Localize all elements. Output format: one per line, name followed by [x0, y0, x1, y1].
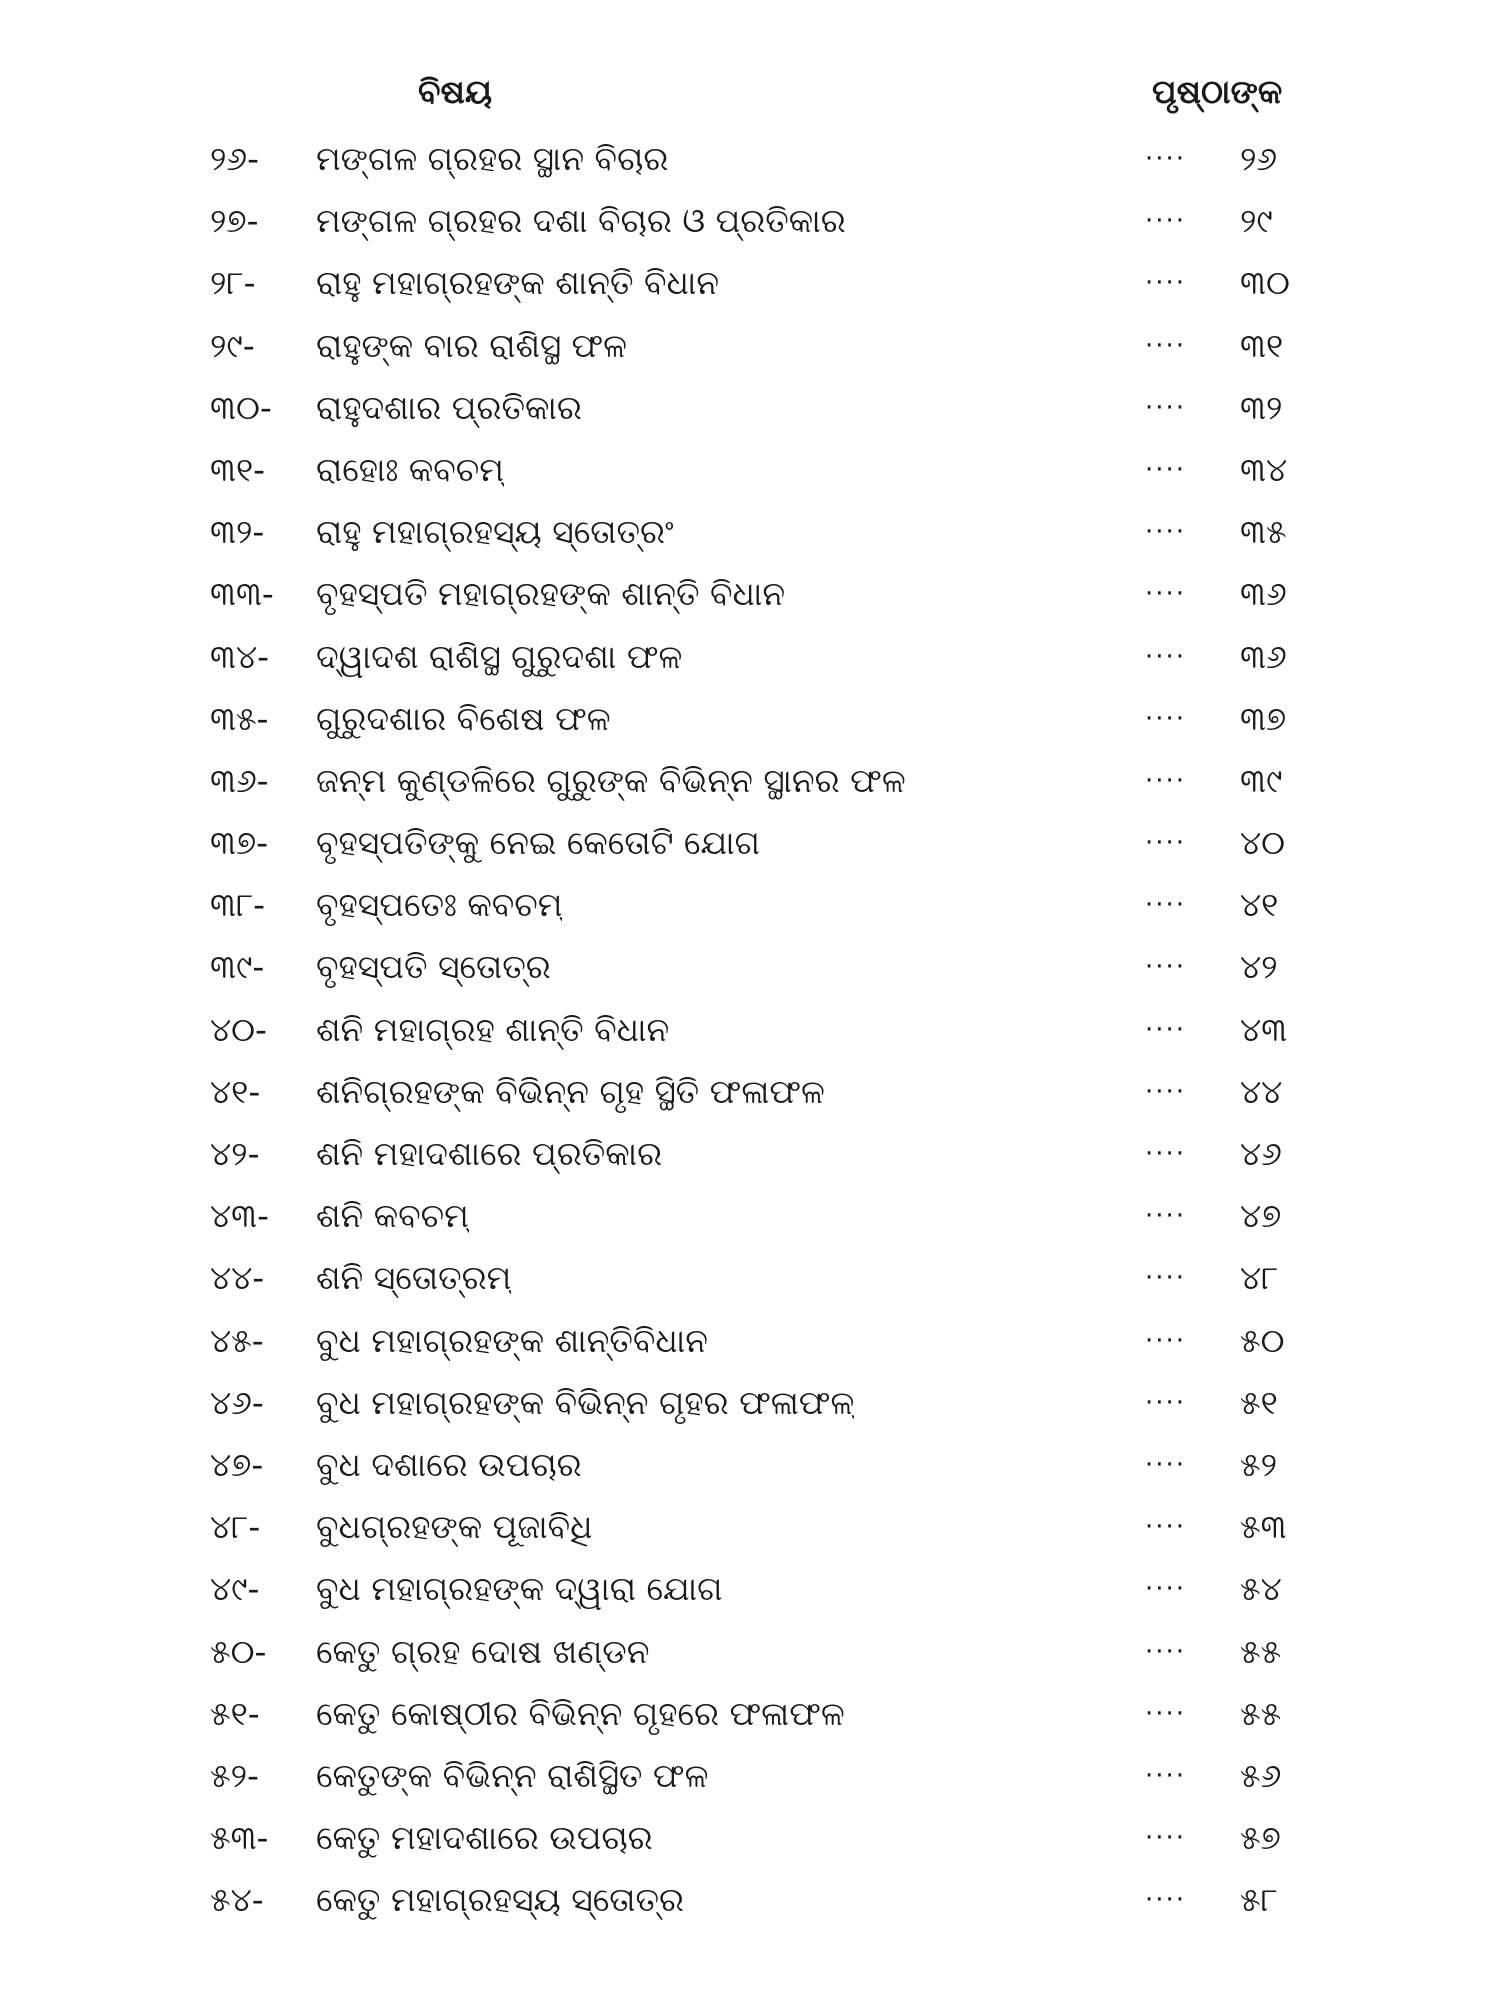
- entry-number: ୪୩-: [210, 1196, 269, 1236]
- entry-page-number: ୫୧: [1240, 1382, 1278, 1422]
- dot-leader: ····: [1145, 1823, 1187, 1854]
- entry-title: ରାହୁ ମହାଗ୍ରହସ୍ୟ ସ୍ତୋତ୍ରଂ: [316, 512, 674, 552]
- entry-number: ୫୩-: [210, 1818, 269, 1858]
- dot-leader: ····: [1145, 206, 1187, 237]
- entry-page-number: ୩୨: [1240, 387, 1283, 427]
- entry-number: ୪୯-: [210, 1569, 260, 1609]
- toc-entry: [0, 874, 1500, 936]
- entry-page-number: ୫୫: [1240, 1693, 1282, 1733]
- dot-leader: ····: [1145, 517, 1187, 548]
- toc-entry: [0, 1683, 1500, 1745]
- dot-leader: ····: [1145, 392, 1187, 423]
- entry-number: ୪୦-: [210, 1009, 267, 1049]
- entry-title: ମଙ୍ଗଳ ଗ୍ରହର ସ୍ଥାନ ବିଚାର: [316, 139, 669, 178]
- dot-leader: ····: [1145, 579, 1187, 610]
- entry-title: କେତୁ ମହାଗ୍ରହସ୍ୟ ସ୍ତୋତ୍ର: [316, 1880, 685, 1920]
- entry-number: ୩୯-: [210, 947, 265, 987]
- entry-title: କେତୁ ମହାଦଶାରେ ଉପଚାର: [316, 1818, 653, 1858]
- dot-leader: ····: [1145, 144, 1187, 174]
- entry-page-number: ୩୭: [1240, 698, 1287, 738]
- dot-leader: ····: [1145, 1885, 1187, 1916]
- dot-leader: ····: [1145, 828, 1187, 859]
- toc-entry: [0, 688, 1500, 750]
- entry-title: ଦ୍ୱାଦଶ ରାଶିସ୍ଥ ଗୁରୁଦଶା ଫଳ: [316, 636, 683, 676]
- entry-title: ଶନି ମହାଗ୍ରହ ଶାନ୍ତି ବିଧାନ: [316, 1009, 670, 1049]
- dot-leader: ····: [1145, 1325, 1187, 1356]
- subject-column-heading: ବିଷୟ: [418, 72, 493, 111]
- toc-entry: [0, 999, 1500, 1061]
- entry-number: ୩୭-: [210, 823, 269, 863]
- entry-page-number: ୫୫: [1240, 1631, 1282, 1671]
- entry-page-number: ୫୨: [1240, 1444, 1278, 1484]
- entry-number: ୫୧-: [210, 1693, 260, 1733]
- dot-leader: ····: [1145, 330, 1187, 361]
- entry-number: ୪୨-: [210, 1134, 260, 1173]
- dot-leader: ····: [1145, 1698, 1187, 1729]
- entry-page-number: ୩୯: [1240, 760, 1283, 800]
- entry-number: ୩୫-: [210, 698, 269, 738]
- entry-title: ବୁଧ ମହାଗ୍ରହଙ୍କ ଦ୍ୱାରା ଯୋଗ: [316, 1569, 723, 1609]
- entry-page-number: ୩୦: [1240, 263, 1290, 303]
- entry-title: ରାହୋଃ କବଚମ୍: [316, 449, 504, 489]
- toc-entry: [0, 750, 1500, 812]
- toc-entry: [0, 501, 1500, 563]
- dot-leader: ····: [1145, 1201, 1187, 1232]
- toc-entry: [0, 190, 1500, 252]
- entry-number: ୩୮-: [210, 885, 266, 925]
- dot-leader: ····: [1145, 1512, 1187, 1543]
- entry-title: ଶନି ମହାଦଶାରେ ପ୍ରତିକାର: [316, 1134, 663, 1173]
- entry-page-number: ୫୬: [1240, 1755, 1282, 1795]
- entry-title: କେତୁ ଗ୍ରହ ଦୋଷ ଖଣ୍ଡନ: [316, 1631, 650, 1671]
- entry-title: ଜନ୍ମ କୁଣ୍ଡଳିରେ ଗୁରୁଙ୍କ ବିଭିନ୍ନ ସ୍ଥାନର ଫଳ: [316, 760, 906, 800]
- toc-entry: [0, 252, 1500, 314]
- entry-number: ୪୧-: [210, 1071, 261, 1111]
- dot-leader: ····: [1145, 703, 1187, 734]
- entry-page-number: ୫୦: [1240, 1320, 1285, 1360]
- toc-entry: [0, 315, 1500, 377]
- entry-page-number: ୪୧: [1240, 885, 1279, 925]
- entry-page-number: ୪୮: [1240, 1258, 1279, 1298]
- dot-leader: ····: [1145, 1574, 1187, 1605]
- entry-number: ୪୪-: [210, 1258, 265, 1298]
- entry-page-number: ୪୦: [1240, 823, 1286, 863]
- entry-title: ବୃହସ୍ପତିଙ୍କୁ ନେଇ କେତୋଟି ଯୋଗ: [316, 823, 761, 863]
- toc-entry: [0, 439, 1500, 501]
- toc-entry: [0, 1061, 1500, 1123]
- entry-number: ୩୦-: [210, 387, 272, 427]
- entry-title: ବୁଧ ମହାଗ୍ରହଙ୍କ ବିଭିନ୍ନ ଗୃହର ଫଳାଫଳ୍: [316, 1382, 855, 1422]
- entry-page-number: ୪୬: [1240, 1134, 1282, 1173]
- entry-title: ବୁଧ ଦଶାରେ ଉପଚାର: [316, 1444, 582, 1484]
- entry-number: ୨୬-: [210, 139, 260, 178]
- entry-page-number: ୫୩: [1240, 1507, 1287, 1547]
- dot-leader: ····: [1145, 1387, 1187, 1418]
- toc-entry: [0, 128, 1500, 190]
- entry-page-number: ୩୪: [1240, 449, 1288, 489]
- entry-number: ୪୭-: [210, 1444, 264, 1484]
- toc-entry: [0, 1496, 1500, 1558]
- toc-entry: [0, 1123, 1500, 1185]
- dot-leader: ····: [1145, 1014, 1187, 1045]
- dot-leader: ····: [1145, 1636, 1187, 1667]
- toc-header: [0, 62, 1500, 122]
- toc-list: [0, 128, 1500, 1931]
- entry-title: କେତୁଙ୍କ ବିଭିନ୍ନ ରାଶିସ୍ଥିତ ଫଳ: [316, 1755, 709, 1795]
- toc-entry: [0, 1185, 1500, 1247]
- entry-page-number: ୫୮: [1240, 1880, 1278, 1920]
- toc-entry: [0, 377, 1500, 439]
- dot-leader: ····: [1145, 890, 1187, 921]
- entry-title: ଗୁରୁଦଶାର ବିଶେଷ ଫଳ: [316, 698, 611, 738]
- entry-number: ୫୦-: [210, 1631, 267, 1671]
- entry-number: ୨୭-: [210, 201, 259, 241]
- dot-leader: ····: [1145, 1760, 1187, 1791]
- toc-entry: [0, 1310, 1500, 1372]
- entry-title: ବୁଧଗ୍ରହଙ୍କ ପୂଜାବିଧି: [316, 1507, 593, 1547]
- entry-page-number: ୩୬: [1240, 574, 1287, 614]
- dot-leader: ····: [1145, 1449, 1187, 1480]
- dot-leader: ····: [1145, 765, 1187, 796]
- toc-entry: [0, 1434, 1500, 1496]
- toc-entry: [0, 812, 1500, 874]
- entry-title: ଶନିଗ୍ରହଙ୍କ ବିଭିନ୍ନ ଗୃହ ସ୍ଥିତି ଫଳାଫଳ: [316, 1071, 825, 1111]
- entry-title: ଶନି କବଚମ୍: [316, 1196, 469, 1236]
- toc-entry: [0, 563, 1500, 625]
- entry-number: ୩୧-: [210, 449, 266, 489]
- toc-entry: [0, 1869, 1500, 1931]
- entry-number: ୪୫-: [210, 1320, 264, 1360]
- entry-title: ରାହୁ ମହାଗ୍ରହଙ୍କ ଶାନ୍ତି ବିଧାନ: [316, 263, 720, 303]
- entry-title: କେତୁ କୋଷ୍ଠୀର ବିଭିନ୍ନ ଗୃହରେ ଫଳାଫଳ: [316, 1693, 845, 1733]
- entry-page-number: ୩୧: [1240, 325, 1284, 365]
- dot-leader: ····: [1145, 1139, 1187, 1169]
- entry-page-number: ୩୫: [1240, 512, 1287, 552]
- entry-number: ୩୪-: [210, 636, 269, 676]
- entry-title: ବୃହସ୍ପତି ସ୍ତୋତ୍ର: [316, 947, 551, 987]
- entry-page-number: ୪୨: [1240, 947, 1278, 987]
- entry-page-number: ୫୪: [1240, 1569, 1282, 1609]
- entry-page-number: ୪୭: [1240, 1196, 1282, 1236]
- dot-leader: ····: [1145, 952, 1187, 983]
- entry-number: ୫୪-: [210, 1880, 264, 1920]
- entry-title: ରାହୁଦଶାର ପ୍ରତିକାର: [316, 387, 582, 427]
- entry-page-number: ୪୩: [1240, 1009, 1288, 1049]
- entry-title: ଶନି ସ୍ତୋତ୍ରମ୍: [316, 1258, 512, 1298]
- page-column-heading: ପୃଷ୍ଠାଙ୍କ: [1152, 72, 1283, 111]
- entry-number: ୪୬-: [210, 1382, 264, 1422]
- toc-entry: [0, 1247, 1500, 1309]
- dot-leader: ····: [1145, 268, 1187, 299]
- entry-number: ୪୮-: [210, 1507, 261, 1547]
- dot-leader: ····: [1145, 454, 1187, 485]
- toc-entry: [0, 1807, 1500, 1869]
- entry-number: ୨୮-: [210, 263, 256, 303]
- dot-leader: ····: [1145, 1076, 1187, 1107]
- dot-leader: ····: [1145, 641, 1187, 672]
- entry-number: ୨୯-: [210, 325, 255, 365]
- entry-number: ୩୨-: [210, 512, 265, 552]
- dot-leader: ····: [1145, 1263, 1187, 1294]
- entry-number: ୩୩-: [210, 574, 274, 614]
- entry-page-number: ୩୬: [1240, 636, 1287, 676]
- entry-number: ୩୬-: [210, 760, 269, 800]
- toc-entry: [0, 936, 1500, 998]
- entry-page-number: ୨୯: [1240, 201, 1273, 241]
- entry-number: ୫୨-: [210, 1755, 259, 1795]
- entry-title: ମଙ୍ଗଳ ଗ୍ରହର ଦଶା ବିଚାର ଓ ପ୍ରତିକାର: [316, 201, 846, 241]
- entry-title: ବୃହସ୍ପତେଃ କବଚମ୍: [316, 885, 563, 925]
- entry-page-number: ୫୭: [1240, 1818, 1281, 1858]
- toc-entry: [0, 626, 1500, 688]
- entry-title: ବୁଧ ମହାଗ୍ରହଙ୍କ ଶାନ୍ତିବିଧାନ: [316, 1320, 709, 1360]
- toc-entry: [0, 1745, 1500, 1807]
- toc-entry: [0, 1621, 1500, 1683]
- entry-page-number: ୪୪: [1240, 1071, 1283, 1111]
- entry-page-number: ୨୬: [1240, 139, 1278, 178]
- entry-title: ରାହୁଙ୍କ ବାର ରାଶିସ୍ଥ ଫଳ: [316, 325, 628, 365]
- toc-entry: [0, 1372, 1500, 1434]
- toc-entry: [0, 1558, 1500, 1620]
- entry-title: ବୃହସ୍ପତି ମହାଗ୍ରହଙ୍କ ଶାନ୍ତି ବିଧାନ: [316, 574, 786, 614]
